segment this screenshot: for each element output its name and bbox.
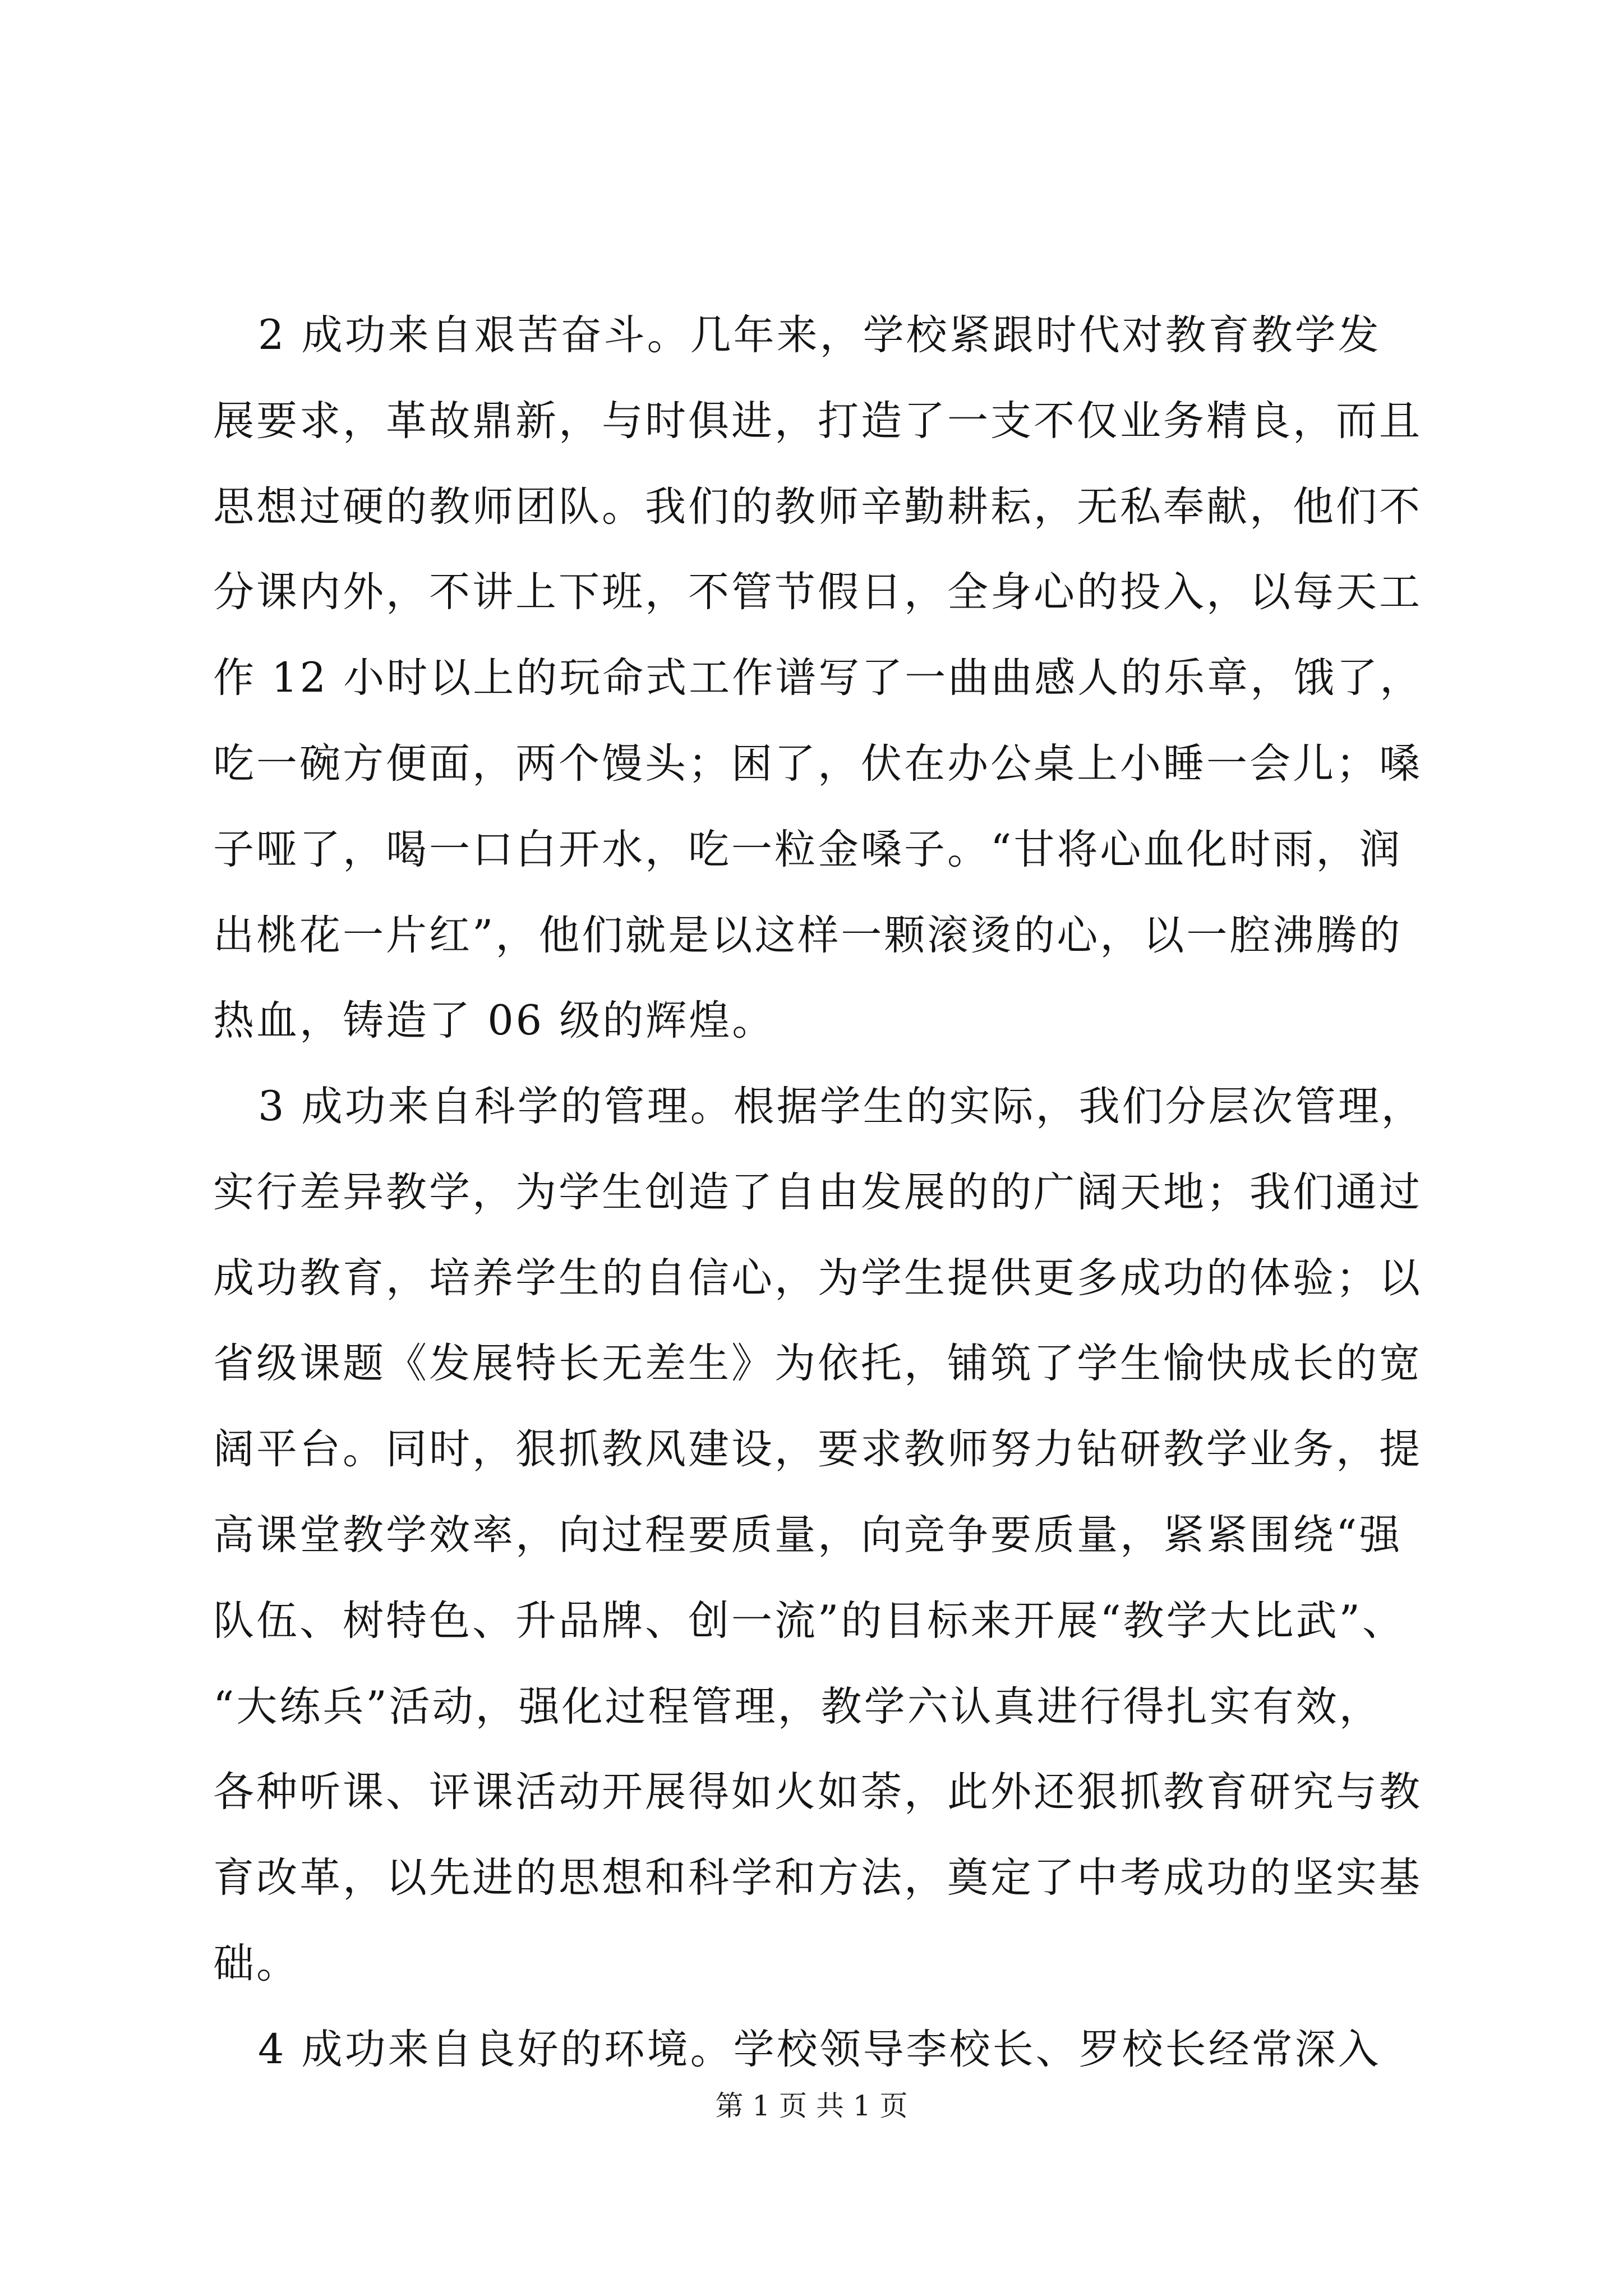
text-line: 础。 [213,1940,299,1987]
text-line: 高课堂教学效率，向过程要质量，向竞争要质量，紧紧围绕“强 [213,1511,1403,1559]
text-line: 热血，铸造了 06 级的辉煌。 [213,997,776,1045]
text-line: 队伍、树特色、升品牌、创一流”的目标来开展“教学大比武”、 [213,1597,1405,1645]
text-line: 各种听课、评课活动开展得如火如荼，此外还狠抓教育研究与教 [213,1768,1422,1816]
text-line: 2 成功来自艰苦奋斗。几年来，学校紧跟时代对教育教学发 [258,311,1381,359]
text-line: 分课内外，不讲上下班，不管节假日，全身心的投入，以每天工 [213,568,1422,616]
text-line: 出桃花一片红”，他们就是以这样一颗滚烫的心，以一腔沸腾的 [213,912,1403,959]
text-line: 4 成功来自良好的环境。学校领导李校长、罗校长经常深入 [258,2026,1381,2073]
text-line: 育改革，以先进的思想和科学和方法，奠定了中考成功的坚实基 [213,1854,1422,1902]
text-line: 阔平台。同时，狠抓教风建设，要求教师努力钻研教学业务，提 [213,1425,1422,1473]
text-line: 实行差异教学，为学生创造了自由发展的的广阔天地；我们通过 [213,1168,1422,1216]
text-line: 3 成功来自科学的管理。根据学生的实际，我们分层次管理， [258,1083,1424,1130]
text-line: 作 12 小时以上的玩命式工作谱写了一曲曲感人的乐章，饿了， [213,654,1423,702]
page-footer: 第 1 页 共 1 页 [715,2090,908,2122]
text-line: 省级课题《发展特长无差生》为依托，铺筑了学生愉快成长的宽 [213,1340,1422,1387]
text-line: 吃一碗方便面，两个馒头；困了，伏在办公桌上小睡一会儿；嗓 [213,740,1422,788]
text-line: 思想过硬的教师团队。我们的教师辛勤耕耘，无私奉献，他们不 [213,483,1422,531]
text-line: 成功教育，培养学生的自信心，为学生提供更多成功的体验；以 [213,1254,1422,1302]
text-line: 展要求，革故鼎新，与时俱进，打造了一支不仅业务精良，而且 [213,397,1422,445]
text-line: 子哑了，喝一口白开水，吃一粒金嗓子。“甘将心血化时雨，润 [213,826,1403,873]
text-line: “大练兵”活动，强化过程管理，教学六认真进行得扎实有效， [213,1683,1382,1731]
